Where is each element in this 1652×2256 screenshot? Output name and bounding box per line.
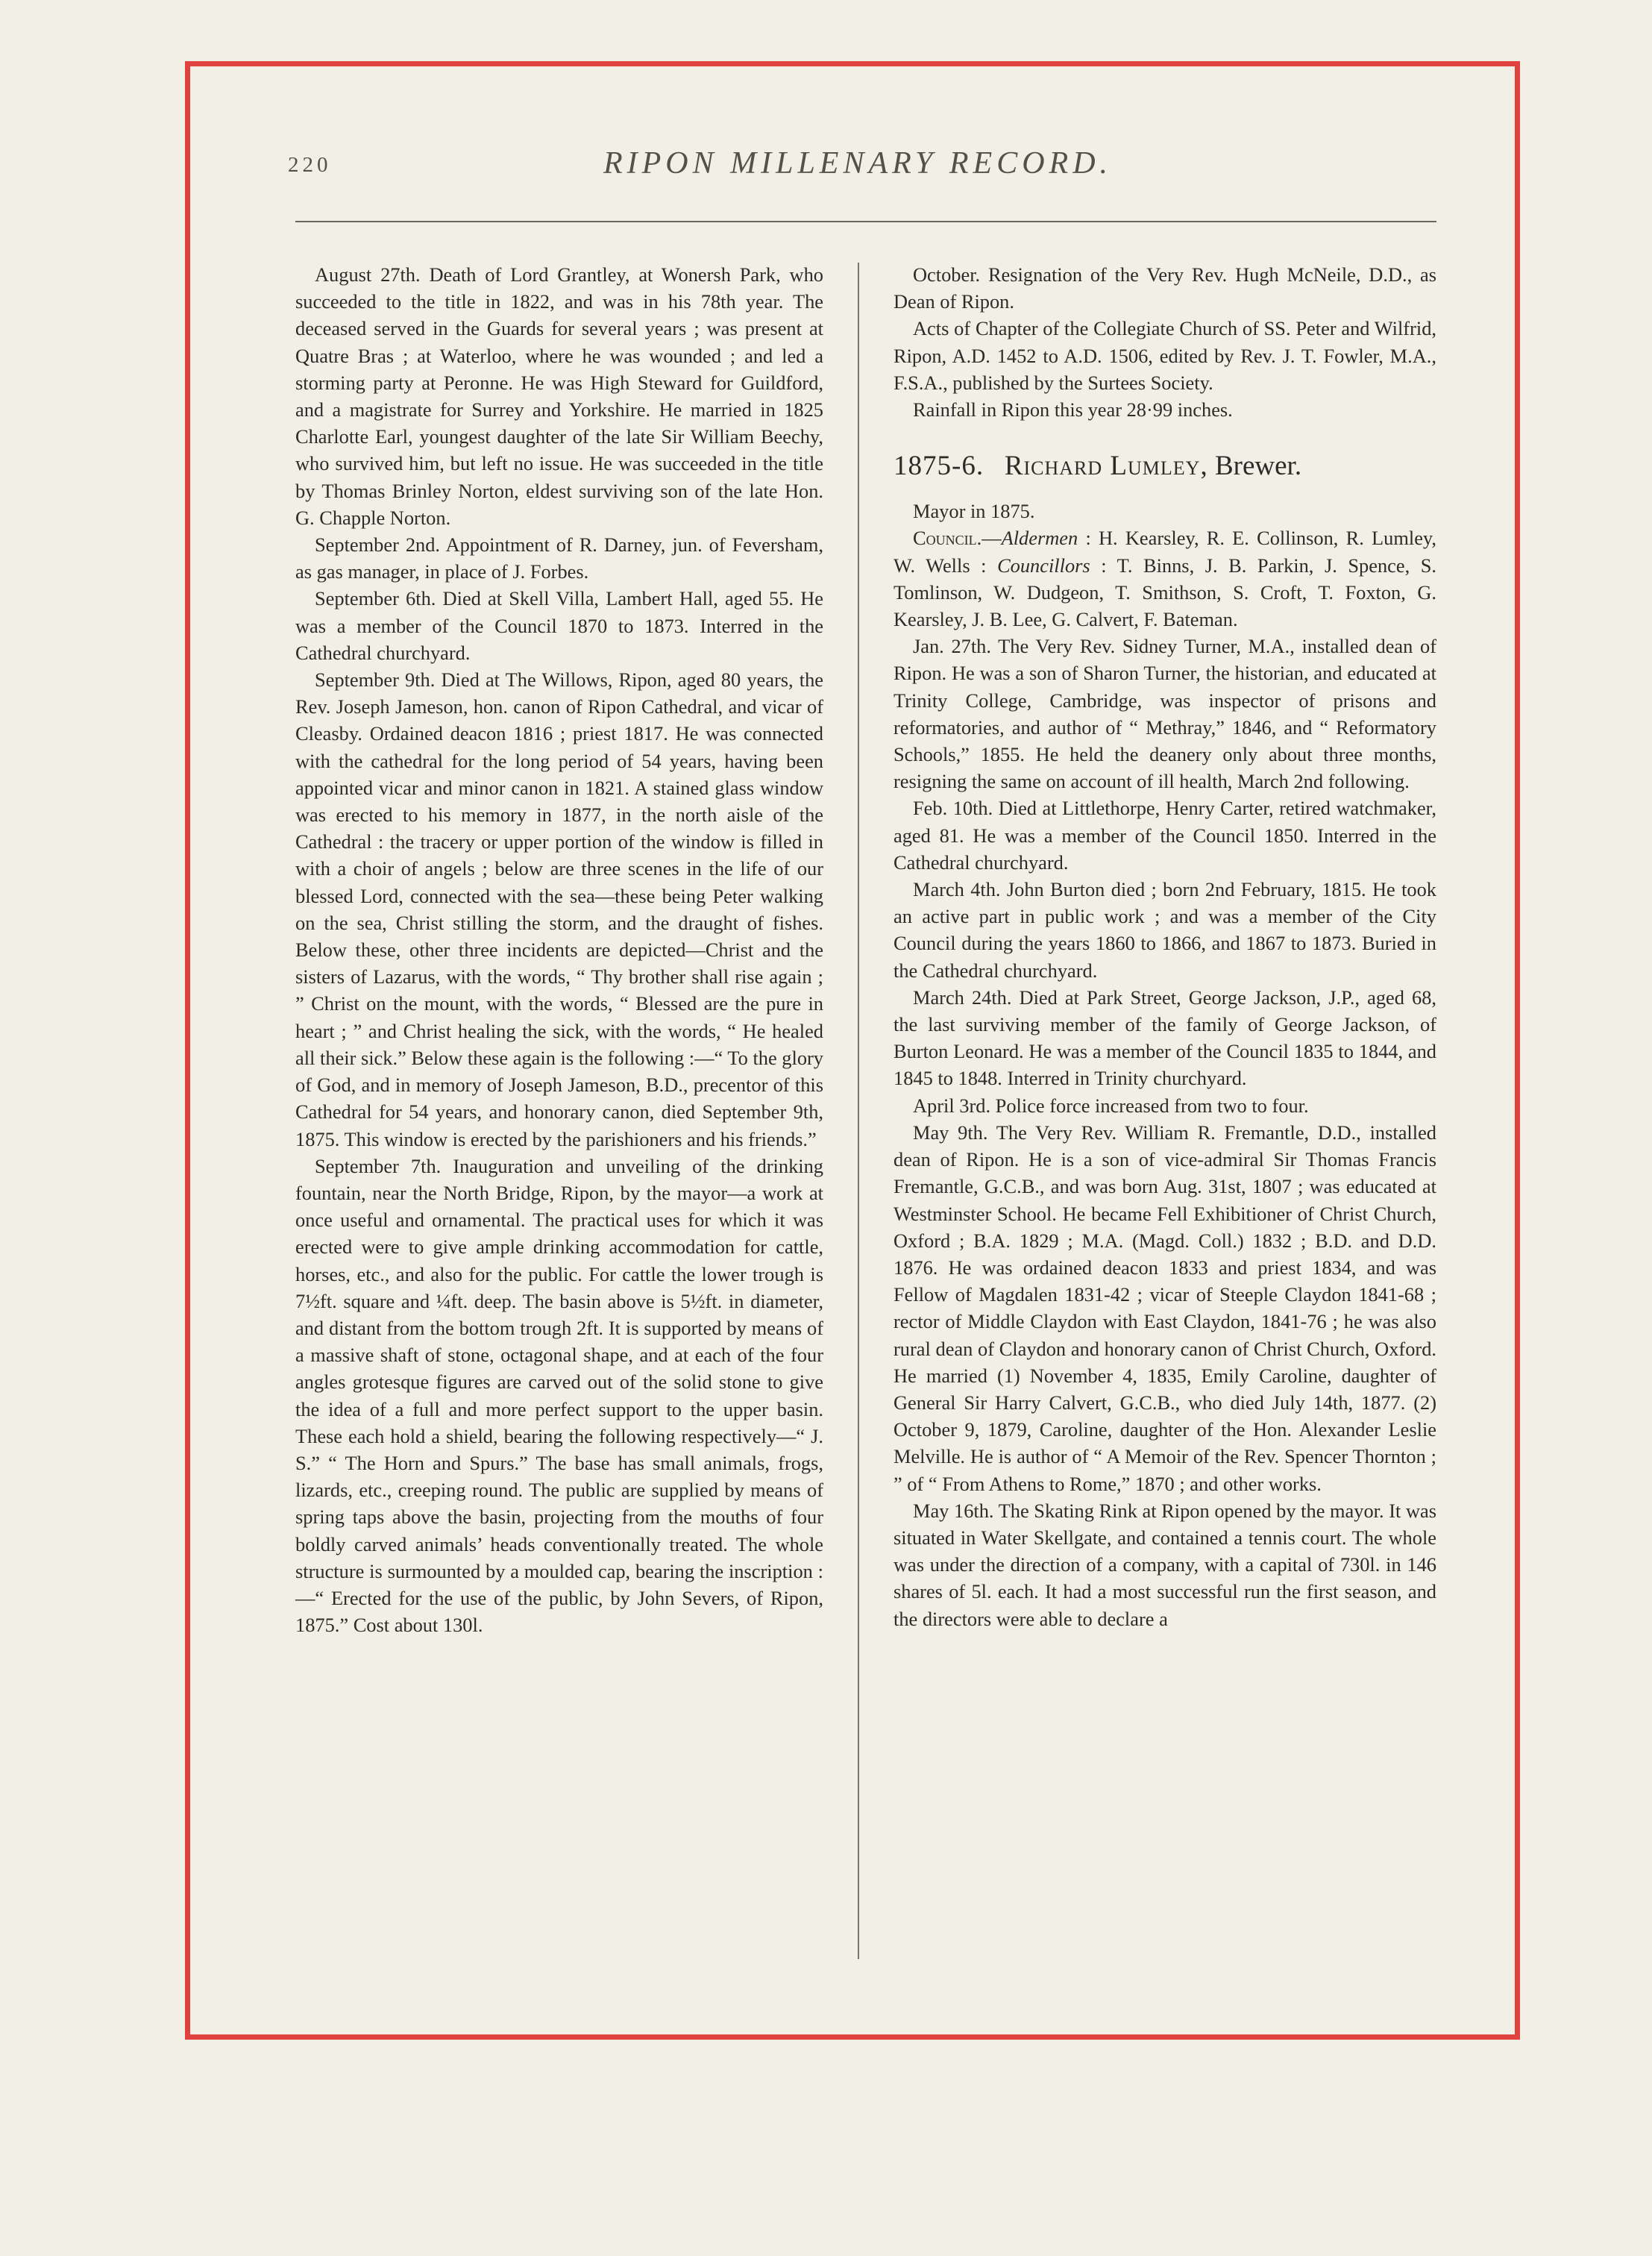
council-list [893,524,1436,633]
entry-william-fremantle: May 9th. The Very Rev. William R. Fremantle, D.D., installed dean of Ripon. He is a son of vice-admiral Sir Thomas Francis Fremantle, G.C.B., and was born Aug. 31st, 1807 ; was educated at Westminster School. He became Fell Exhibitioner of Christ Church, Oxford ; B.A. 1829 ; M.A. (Magd. Coll.) 1832 ; B.D. and D.D. 1876. He was ordained deacon 1833 and priest 1834, and was Fellow of Magdalen 1831-42 ; vicar of Steeple Claydon 1841-68 ; rector of Middle Claydon with East Claydon, 1841-76 ; he was also rural dean of Claydon and honorary canon of Christ Church, Oxford. He married (1) November 4, 1835, Emily Caroline, daughter of General Sir Harry Calvert, G.C.B., who died July 14th, 1877. (2) October 9, 1879, Caroline, daughter of the Hon. Alexander Leslie Melville. He is author of “ A Memoir of the Rev. Spencer Thornton ; ” of “ From Athens to Rome,” 1870 ; and other works. [893,1121,1436,1495]
entry-joseph-jameson: September 9th. Died at The Willows, Ripon, aged 80 years, the Rev. Joseph Jameson, hon. canon of Ripon Cathedral, and vicar of Cleasby. Ordained deacon 1816 ; priest 1817. He was connected with the cathedral for the long period of 54 years, having been appointed vicar and minor canon in 1821. A stained glass window was erected to his memory in 1877, in the north aisle of the Cathedral : the tracery or upper portion of the window is filled in with a choir of angels ; below are three scenes in the life of our blessed Lord, connected with the sea—these being Peter walking on the sea, Christ stilling the storm, and the draught of fishes. Below these, other three incidents are depicted—Christ and the sisters of Lazarus, with the words, “ Thy brother shall rise again ; ” Christ on the mount, with the words, “ Blessed are the pure in heart ; ” and Christ healing the sick, with the words, “ He healed all their sick.” Below these again is the following :—“ To the glory of God, and in memory of Joseph Jameson, B.D., precentor of this Cathedral for 54 years, and honorary canon, died September 9th, 1875. This window is erected by the parishioners and his friends.” [295,668,823,1150]
mayor-trade: Brewer. [1214,451,1302,482]
mayoralty-years: 1875-6. [893,451,984,482]
entry-gas-manager: September 2nd. Appointment of R. Darney, jun. of Feversham, as gas manager, in place of J. Forbes. [295,533,823,583]
entry-skating-rink: May 16th. The Skating Rink at Ripon opened by the mayor. It was situated in Water Skellgate, and contained a tennis court. The whole was under the direction of a company, with a capital of 730l. in 146 shares of 5l. each. It had a most successful run the first season, and the directors were able to declare a [893,1499,1436,1630]
councillors-list: : T. Binns, J. B. Parkin, J. Spence, S. Tomlinson, W. Dudgeon, T. Smithson, S. Croft, T. Foxton, G. Kearsley, J. B. Lee, G. Calvert, F. Bateman. [893,554,1437,631]
council-dash: — [982,527,1002,550]
mayor-line: Mayor in 1875. [913,500,1035,523]
entry-dean-resignation: October. Resignation of the Very Rev. Hugh McNeile, D.D., as Dean of Ripon. [893,263,1436,313]
councillors-label: Councillors [997,554,1090,577]
entry-henry-carter: Feb. 10th. Died at Littlethorpe, Henry Carter, retired watchmaker, aged 81. He was a member of the Council 1850. Interred in the Cathedral churchyard. [893,797,1436,874]
entry-acts-of-chapter: Acts of Chapter of the Collegiate Church of SS. Peter and Wilfrid, Ripon, A.D. 1452 to A.D. 1506, edited by Rev. J. T. Fowler, M.A., F.S.A., published by the Surtees Society. [893,317,1436,394]
entry-drinking-fountain: September 7th. Inauguration and unveiling of the drinking fountain, near the North Bridge, Ripon, by the mayor—a work at once useful and ornamental. The practical uses for which it was erected were to give ample drinking accommodation for cattle, horses, etc., and also for the public. For cattle the lower trough is 7½ft. square and ¼ft. deep. The basin above is 5½ft. in diameter, and distant from the bottom trough 2ft. It is supported by means of a massive shaft of stone, octagonal shape, and at each of the four angles grotesque figures are carved out of the solid stone to give the idea of a full and more perfect support to the upper basin. These each hold a shield, bearing the following respectively—“ J. S.” “ The Horn and Spurs.” The base has small animals, frogs, lizards, etc., creeping round. The public are supplied by means of spring taps above the basin, projecting from the mouths of four boldly carved animals’ heads conventionally treated. The whole structure is surmounted by a moulded cap, bearing the inscription :—“ Erected for the use of the public, by John Severs, of Ripon, 1875.” Cost about 130l. [295,1154,823,1637]
aldermen-list: : H. Kearsley, R. E. Collinson, R. Lumley, W. Wells : [893,527,1436,577]
entry-skell-villa: September 6th. Died at Skell Villa, Lambert Hall, aged 55. He was a member of the Council 1870 to 1873. Interred in the Cathedral churchyard. [295,587,823,664]
running-title: RIPON MILLENARY RECORD. [603,146,1113,181]
entry-lord-grantley: August 27th. Death of Lord Grantley, at Wonersh Park, who succeeded to the title in 1822, and was in his 78th year. The deceased served in the Guards for several years ; was present at Quatre Bras ; at Waterloo, where he was wounded ; and led a storming party at Peronne. He was High Steward for Guildford, and a magistrate for Surrey and Yorkshire. He married in 1825 Charlotte Earl, youngest daughter of the late Sir William Beechy, who survived him, but left no issue. He was succeeded in the title by Thomas Brinley Norton, eldest surviving son of the late Hon. G. Chapple Norton. [295,263,823,529]
entry-john-burton: March 4th. John Burton died ; born 2nd February, 1815. He took an active part in public work ; and was a member of the City Council during the years 1860 to 1866, and 1867 to 1873. Buried in the Cathedral churchyard. [893,878,1436,982]
header-rule [295,221,1436,222]
aldermen-label: Aldermen [1001,527,1078,550]
right-column [893,261,1436,1632]
page-number: 220 [288,153,332,177]
mayoralty-heading [893,450,1436,483]
entry-sidney-turner: Jan. 27th. The Very Rev. Sidney Turner, M.A., installed dean of Ripon. He was a son of Sharon Turner, the historian, and educated at Trinity College, Cambridge, was inspector of prisons and reformatories, and author of “ Methray,” 1846, and “ Reformatory Schools,” 1855. He held the deanery only about three months, resigning the same on account of ill health, March 2nd following. [893,635,1436,793]
entry-george-jackson: March 24th. Died at Park Street, George Jackson, J.P., aged 68, the last surviving member of the family of George Jackson, of Burton Leonard. He was a member of the Council 1835 to 1844, and 1845 to 1848. Interred in Trinity churchyard. [893,986,1436,1090]
mayor-name: Richard Lumley, [1004,451,1208,482]
entry-police-force: April 3rd. Police force increased from two to four. [913,1094,1309,1117]
entry-rainfall: Rainfall in Ripon this year 28·99 inches. [913,398,1233,422]
council-label: Council. [913,527,982,550]
left-column [295,261,823,1638]
column-divider [858,263,859,1959]
